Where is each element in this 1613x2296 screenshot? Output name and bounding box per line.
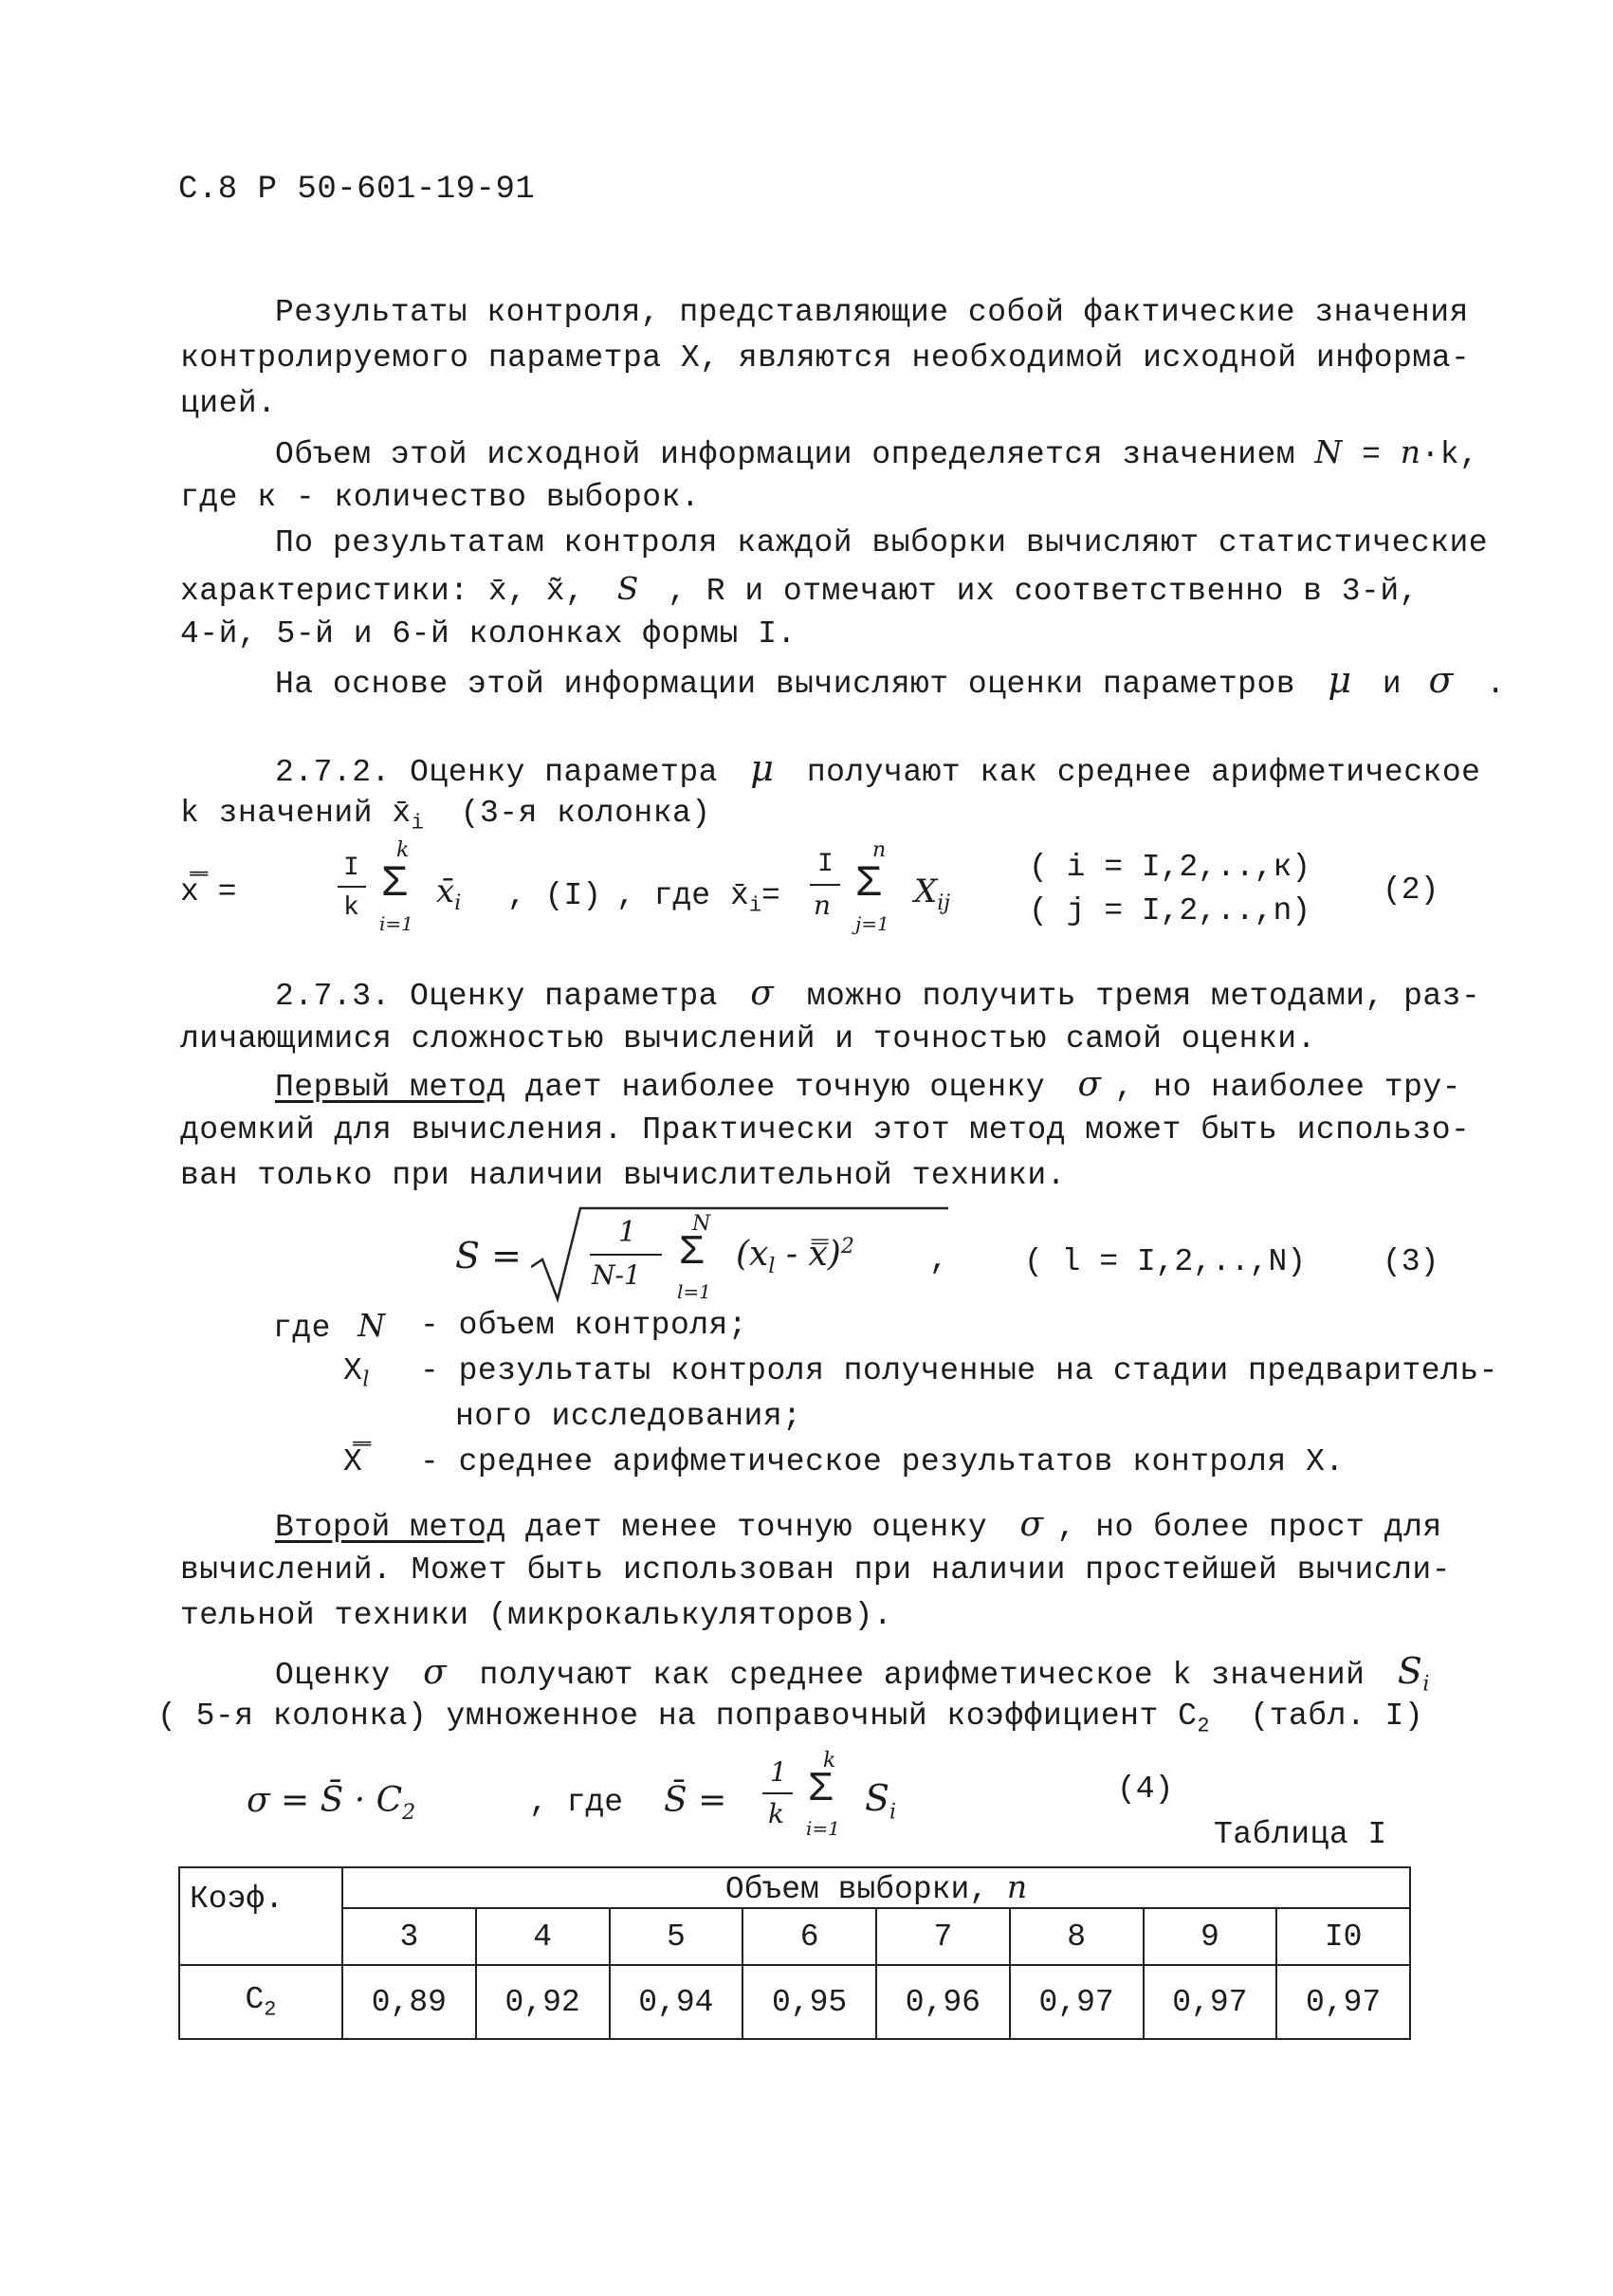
symbol-sigma: σ xyxy=(1428,659,1454,701)
text-span: = xyxy=(1362,437,1382,472)
subscript: 2 xyxy=(1197,1714,1211,1738)
sigma-sum-icon: Σ xyxy=(381,859,408,909)
table-size-row xyxy=(179,1908,1410,1965)
sample-size-cell: 7 xyxy=(876,1908,1010,1965)
text-span: С xyxy=(245,1982,265,2018)
fraction-bar xyxy=(762,1792,793,1794)
text-span: = xyxy=(761,878,780,913)
text-span: получают как среднее арифметическое xyxy=(806,755,1481,790)
formula-3 xyxy=(455,1197,1441,1311)
page-header: С.8 Р 50-601-19-91 xyxy=(178,172,536,208)
sample-size-cell: 6 xyxy=(742,1908,876,1965)
sample-size-cell: 3 xyxy=(342,1908,476,1965)
text-span: , R и отмечают их соответственно в 3-й, xyxy=(668,574,1419,609)
text-span: На основе этой информации вычисляют оценки параметров xyxy=(275,667,1296,702)
sum-lower-limit: j=1 xyxy=(855,912,889,935)
text-span: дает менее точную оценку xyxy=(524,1510,988,1545)
method-2-line: тельной техники (микрокалькуляторов). xyxy=(180,1598,893,1633)
sample-size-cell: 9 xyxy=(1144,1908,1277,1965)
paragraph-line: цией. xyxy=(180,386,277,421)
coefficient-value-cell: 0,97 xyxy=(1276,1965,1410,2039)
text-span: , xyxy=(929,1242,948,1277)
superscript: 2 xyxy=(840,1235,854,1258)
fraction-numerator: I xyxy=(817,850,834,879)
summand xyxy=(914,872,950,915)
section-2-7-3-line xyxy=(275,975,1480,1016)
formula-lhs-text: x̄ xyxy=(730,878,749,913)
symbol-mu: μ xyxy=(1328,659,1352,701)
text-span: . xyxy=(1486,667,1506,702)
text-span: где xyxy=(273,1311,331,1346)
text-span: , где xyxy=(616,878,711,913)
formula-4 xyxy=(247,1749,1176,1847)
symbol-s: S xyxy=(1397,1650,1423,1692)
symbol-sigma: σ xyxy=(1077,1065,1102,1104)
table-caption: Таблица I xyxy=(1214,1817,1387,1852)
formula-lhs: S = xyxy=(455,1235,522,1277)
formula-lhs: S̄ = xyxy=(664,1781,727,1820)
formula-lhs xyxy=(730,878,780,918)
section-2-7-2-line xyxy=(180,795,711,843)
summand-text: (x xyxy=(736,1235,769,1274)
text-span: 2.7.2. Оценку параметра xyxy=(275,755,718,790)
index-range: ( j = I,2,..,n) xyxy=(1029,893,1311,928)
where-item xyxy=(343,1352,370,1400)
fraction-denominator: k xyxy=(768,1798,784,1829)
symbol-n: n xyxy=(1400,433,1421,470)
subscript: l xyxy=(362,1368,370,1392)
text-span: и xyxy=(1382,667,1402,702)
method-2-line xyxy=(275,1506,1442,1547)
text-span: ·k, xyxy=(1421,437,1479,472)
paragraph-line: 4-й, 5-й и 6-й колонках формы I. xyxy=(180,616,797,652)
symbol-n-total: N xyxy=(357,1307,386,1344)
sample-size-cell: I0 xyxy=(1276,1908,1410,1965)
where-item xyxy=(273,1307,386,1348)
symbol-s: S xyxy=(616,570,639,607)
row-label xyxy=(179,1965,342,2039)
summand xyxy=(736,1235,854,1278)
sum-upper-limit: N xyxy=(692,1212,711,1236)
sum-upper-limit: k xyxy=(396,838,410,862)
index-range: ( i = I,2,..,к) xyxy=(1029,850,1311,885)
subscript: ij xyxy=(937,891,951,915)
method-1-line xyxy=(275,1066,1461,1107)
fraction-numerator: 1 xyxy=(618,1216,637,1249)
equation-number: (2) xyxy=(1383,872,1439,908)
equation-number: (4) xyxy=(1117,1772,1174,1807)
text-span: , но наиболее тру- xyxy=(1114,1070,1461,1105)
paragraph-line xyxy=(275,433,1478,474)
symbol-sigma: σ xyxy=(1019,1505,1044,1544)
symbol-sigma: σ xyxy=(750,974,775,1013)
section-2-7-3-line: личающимися сложностью вычислений и точностью самой оценки. xyxy=(180,1021,1316,1056)
paragraph-line: Результаты контроля, представляющие собой фактические значения xyxy=(275,295,1469,330)
method-2-line: вычислений. Может быть использован при наличии простейшей вычисли- xyxy=(180,1552,1452,1588)
symbol-sigma: σ xyxy=(423,1653,448,1692)
subscript: 2 xyxy=(264,1997,277,2022)
fraction-bar xyxy=(590,1254,662,1256)
sample-size-cell: 4 xyxy=(476,1908,610,1965)
text-span: , где xyxy=(529,1785,624,1820)
text-span: Объем выборки, xyxy=(724,1872,989,1907)
symbol-n-total: N xyxy=(1314,433,1343,470)
summand-text: S xyxy=(865,1777,890,1819)
fraction-denominator: n xyxy=(814,890,832,921)
sum-upper-limit: n xyxy=(872,838,887,862)
coefficient-value-cell: 0,97 xyxy=(1144,1965,1277,2039)
summand-text: X xyxy=(914,872,938,910)
method-heading: Первый метод xyxy=(275,1070,506,1105)
sum-upper-limit: k xyxy=(823,1749,836,1773)
subscript: i xyxy=(748,893,762,918)
coefficient-value-cell: 0,89 xyxy=(342,1965,476,2039)
paragraph-line xyxy=(275,661,1506,704)
index-range: ( l = I,2,..,N) xyxy=(1024,1244,1307,1279)
coefficient-value-cell: 0,92 xyxy=(476,1965,610,2039)
text-span: Оценку xyxy=(275,1658,391,1693)
subscript: 2 xyxy=(402,1801,416,1826)
sum-lower-limit: i=1 xyxy=(379,912,413,935)
coefficient-value-cell: 0,95 xyxy=(742,1965,876,2039)
text-span: ( 5-я колонка) умноженное на поправочный коэффициент С xyxy=(157,1699,1198,1734)
text-span: , но более прост для xyxy=(1056,1510,1442,1545)
symbol-x: X xyxy=(343,1353,363,1388)
sigma-sum-icon: Σ xyxy=(855,859,882,909)
summand-text: - x̿) xyxy=(785,1235,841,1274)
fraction-bar xyxy=(810,884,840,886)
symbol-n: n xyxy=(1006,1868,1028,1905)
column-header-coef: Коэф. xyxy=(179,1867,342,1965)
subscript: i xyxy=(1422,1672,1430,1697)
text-span: дает наиболее точную оценку xyxy=(524,1070,1046,1105)
symbol-mu: μ xyxy=(750,747,775,789)
fraction-denominator: N-1 xyxy=(592,1259,641,1291)
fraction-denominator: k xyxy=(343,893,359,923)
sigma-sum-icon: Σ xyxy=(808,1766,834,1813)
where-item: X̿ xyxy=(343,1444,363,1479)
subscript: l xyxy=(768,1255,776,1279)
estimate-line xyxy=(275,1652,1430,1704)
where-item-text: - результаты контроля полученные на стадии предваритель- xyxy=(420,1353,1498,1388)
sum-lower-limit: l=1 xyxy=(677,1280,711,1303)
text-span: (табл. I) xyxy=(1250,1699,1424,1734)
equation-number: (3) xyxy=(1383,1244,1439,1279)
subscript: i xyxy=(411,811,425,836)
where-item-text: - объем контроля; xyxy=(420,1308,748,1343)
formula-lhs: x̿ = xyxy=(180,874,237,909)
summand xyxy=(865,1777,896,1825)
method-heading: Второй метод xyxy=(275,1510,506,1545)
method-1-line: доемкий для вычисления. Практически этот метод может быть использо- xyxy=(180,1112,1471,1148)
formula-1-2 xyxy=(180,838,1439,948)
equation-number: , (I) xyxy=(507,878,602,913)
formula-lhs xyxy=(247,1781,415,1825)
subscript: i xyxy=(454,891,462,915)
paragraph-line: По результатам контроля каждой выборки вычисляют статистические xyxy=(275,525,1489,560)
method-1-line: ван только при наличии вычислительной техники. xyxy=(180,1158,1066,1193)
formula-lhs-text: σ = S̄ · C xyxy=(247,1781,403,1820)
text-span: 2.7.3. Оценку параметра xyxy=(275,979,718,1014)
coefficient-value-cell: 0,96 xyxy=(876,1965,1010,2039)
table-row xyxy=(179,1965,1410,2039)
estimate-line xyxy=(157,1698,1423,1746)
sample-size-cell: 8 xyxy=(1010,1908,1144,1965)
table-header-row xyxy=(179,1867,1410,1908)
sample-size-cell: 5 xyxy=(610,1908,743,1965)
paragraph-line: контролируемого параметра X, являются необходимой исходной информа- xyxy=(180,340,1471,376)
text-span: Объем этой исходной информации определяется значением xyxy=(275,437,1296,472)
text-span: (3-я колонка) xyxy=(460,796,711,831)
coefficient-value-cell: 0,94 xyxy=(610,1965,743,2039)
fraction-numerator: I xyxy=(343,854,359,883)
text-span: характеристики: x̄, x̃, xyxy=(180,574,585,609)
subscript: i xyxy=(889,1800,897,1825)
summand-text: x̄ xyxy=(436,872,455,910)
sigma-sum-icon: Σ xyxy=(679,1229,705,1277)
fraction-numerator: 1 xyxy=(770,1756,787,1788)
paragraph-line: где к - количество выборок. xyxy=(180,480,701,515)
column-group-header xyxy=(342,1867,1410,1908)
coefficient-value-cell: 0,97 xyxy=(1010,1965,1144,2039)
text-span: можно получить тремя методами, раз- xyxy=(806,979,1481,1014)
paragraph-line xyxy=(180,570,1419,611)
text-span: k значений x̄ xyxy=(180,796,412,831)
coefficient-table xyxy=(178,1866,1411,2040)
summand xyxy=(436,872,461,915)
fraction-bar xyxy=(338,886,366,888)
where-item-text: - среднее арифметическое результатов контроля X. xyxy=(420,1444,1345,1479)
where-item-text: ного исследования; xyxy=(455,1399,802,1434)
text-span: получают как среднее арифметическое k значений xyxy=(479,1658,1366,1693)
section-2-7-2-line xyxy=(275,749,1480,792)
sum-lower-limit: i=1 xyxy=(806,1817,840,1840)
